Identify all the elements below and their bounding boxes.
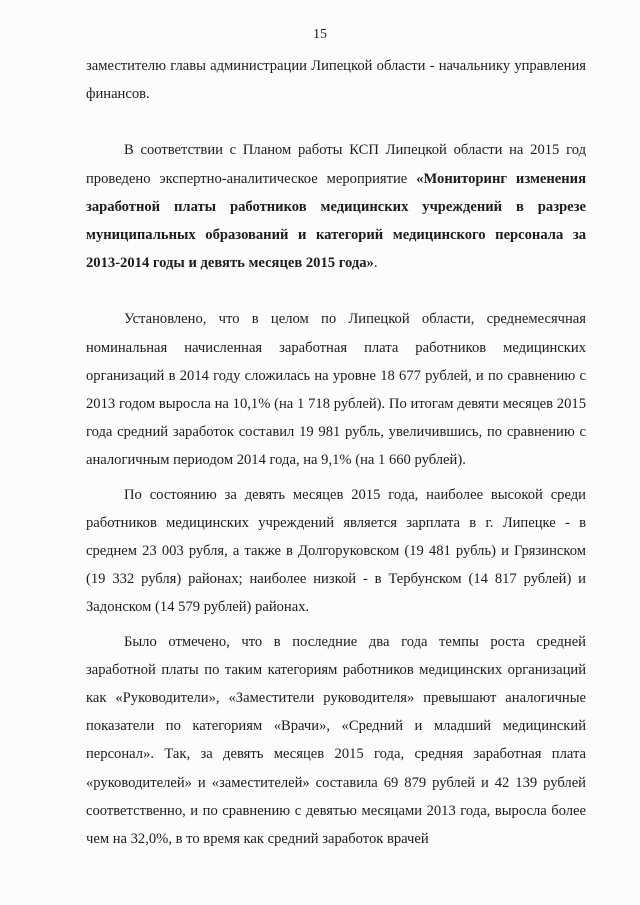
paragraph-monitoring-end: . [373, 255, 378, 272]
paragraph-regional-salary: По состоянию за девять месяцев 2015 года, наиболее высокой среди работников медицинских учреждений является зарплата в г. Липецке - в среднем 23 003 рубля, а также в Долгоруковском (19 481 рубль) и Грязинском (19 332 рубля) районах; наиболее низкой - в Тербунском (14 817 рублей) и Задонском (14 579 рублей) районах. [86, 486, 586, 616]
event-title: «Мониторинг изменения заработной платы работников медицинских учреждений в разрезе муниципальных образований и категорий медицинского персонала за 2013-2014 годы и девять месяцев 2015 года» [86, 170, 586, 272]
paragraph-monitoring-event [86, 136, 586, 277]
paragraph-category-growth: Было отмечено, что в последние два года темпы роста средней заработной платы по таким категориям работников медицинских организаций как «Руководители», «Заместители руководителя» превышают аналогичные показатели по категориям «Врачи», «Средний и младший медицинский персонал». Так, за девять месяцев 2015 года, средняя заработная плата «руководителей» и «заместителей» составила 69 879 рублей и 42 139 рублей соответственно, и по сравнению с девятью месяцами 2013 года, выросла более чем на 32,0%, в то время как средний заработок врачей [86, 633, 586, 848]
paragraph-average-salary: Установлено, что в целом по Липецкой области, среднемесячная номинальная начисленная заработная плата работников медицинских организаций в 2014 году сложилась на уровне 18 677 рублей, и по сравнению с 2013 годом выросла на 10,1% (на 1 718 рублей). По итогам девяти месяцев 2015 года средний заработок составил 19 981 рубль, увеличившись, по сравнению с аналогичным периодом 2014 года, на 9,1% (на 1 660 рублей). [86, 311, 586, 469]
paragraph-continuation: заместителю главы администрации Липецкой области - начальнику управления финансов. [86, 58, 586, 103]
page-number: 15 [313, 27, 327, 42]
document-body [86, 52, 586, 853]
paragraph-monitoring-intro: В соответствии с Планом работы КСП Липецкой области на 2015 год проведено экспертно-аналитическое мероприятие [86, 142, 586, 187]
